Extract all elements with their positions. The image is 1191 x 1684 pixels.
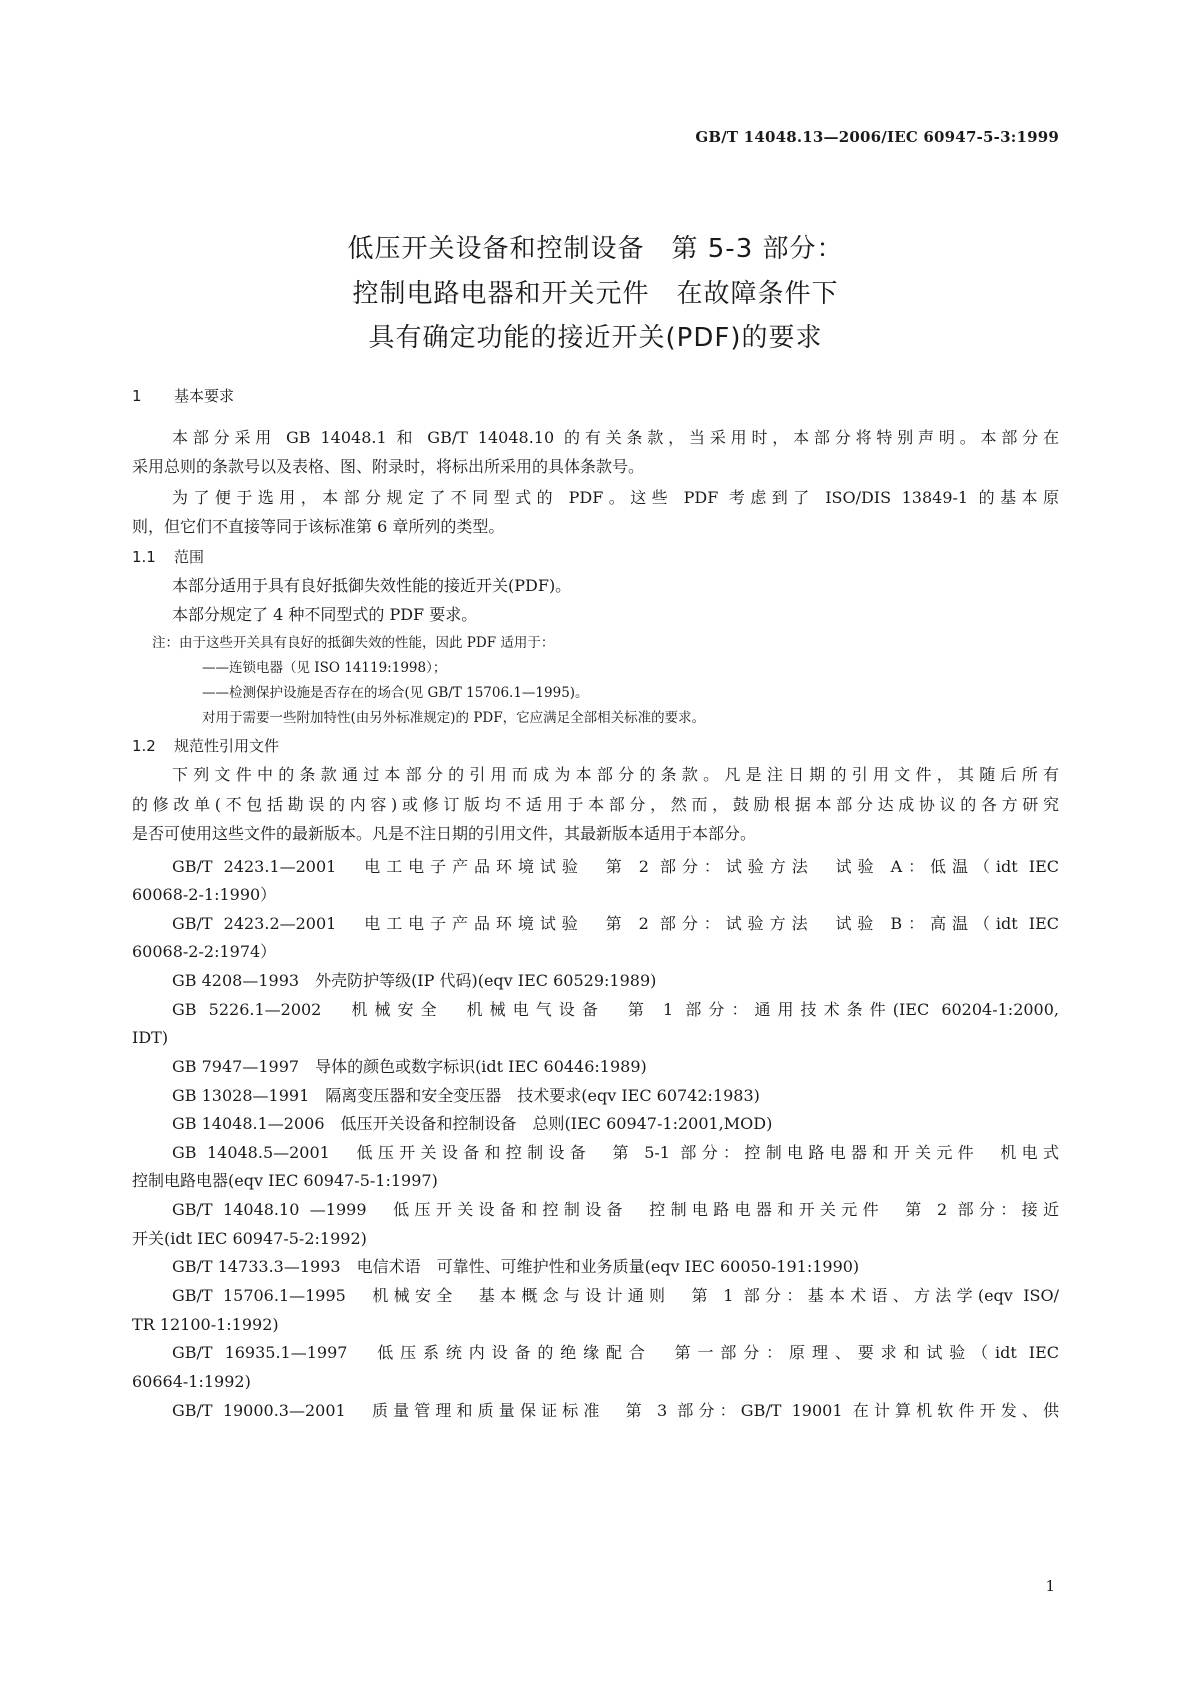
reference-line: 60068-2-2:1974） <box>132 942 277 961</box>
reference-line: GB 14048.1—2006 低压开关设备和控制设备 总则(IEC 60947-1:2001,MOD) <box>172 1114 773 1133</box>
section-heading-1-1 <box>132 547 1059 567</box>
doc-title-line-2: 控制电路电器和开关元件 在故障条件下 <box>352 279 839 309</box>
section-title: 范围 <box>174 548 205 566</box>
reference-line: GB 7947—1997 导体的颜色或数字标识(idt IEC 60446:1989) <box>172 1057 647 1076</box>
paragraph-line: 本部分采用 GB 14048.1 和 GB/T 14048.10 的有关条款，当采用时，本部分将特别声明。本部分在 <box>172 428 1059 447</box>
paragraph-line: 采用总则的条款号以及表格、图、附录时，将标出所采用的具体条款号。 <box>132 457 645 476</box>
section-number: 1 <box>132 387 142 405</box>
note-paragraph: 对用于需要一些附加特性(由另外标准规定)的 PDF，它应满足全部相关标准的要求。 <box>202 710 706 726</box>
reference-line: GB 4208—1993 外壳防护等级(IP 代码)(eqv IEC 60529:1989) <box>172 971 657 990</box>
paragraph-line: 本部分适用于具有良好抵御失效性能的接近开关(PDF)。 <box>172 576 572 595</box>
section-number: 1.2 <box>132 737 156 755</box>
reference-line: GB/T 19000.3—2001 质量管理和质量保证标准 第 3 部分：GB/T 19001 在计算机软件开发、供 <box>172 1401 1059 1420</box>
section-title: 规范性引用文件 <box>174 737 280 755</box>
reference-line: GB/T 16935.1—1997 低压系统内设备的绝缘配合 第一部分：原理、要求和试验（idt IEC <box>172 1343 1059 1362</box>
reference-line: 开关(idt IEC 60947-5-2:1992) <box>132 1229 367 1248</box>
reference-line: 控制电路电器(eqv IEC 60947-5-1:1997) <box>132 1171 438 1190</box>
reference-line: GB 14048.5—2001 低压开关设备和控制设备 第 5-1 部分：控制电路电器和开关元件 机电式 <box>172 1143 1059 1162</box>
paragraph-line: 本部分规定了 4 种不同型式的 PDF 要求。 <box>172 605 478 624</box>
note-list-item: ——检测保护设施是否存在的场合(见 GB/T 15706.1—1995)。 <box>202 685 589 701</box>
note-line: 注：由于这些开关具有良好的抵御失效的性能，因此 PDF 适用于： <box>152 635 555 651</box>
reference-line: GB/T 14048.10 —1999 低压开关设备和控制设备 控制电路电器和开关元件 第 2 部分：接近 <box>172 1200 1059 1219</box>
section-title: 基本要求 <box>174 387 235 405</box>
reference-line: 60068-2-1:1990） <box>132 885 277 904</box>
note-list-item: ——连锁电器（见 ISO 14119:1998）； <box>202 660 447 676</box>
section-heading-1-2 <box>132 736 1059 756</box>
paragraph-line: 是否可使用这些文件的最新版本。凡是不注日期的引用文件，其最新版本适用于本部分。 <box>132 824 757 843</box>
section-heading-1 <box>132 386 1059 406</box>
paragraph-line: 为了便于选用，本部分规定了不同型式的 PDF。这些 PDF 考虑到了 ISO/DIS 13849-1 的基本原 <box>172 488 1059 507</box>
page-number: 1 <box>1045 1577 1055 1595</box>
paragraph-line: 则，但它们不直接等同于该标准第 6 章所列的类型。 <box>132 517 505 536</box>
doc-title-line-1: 低压开关设备和控制设备 第 5-3 部分： <box>347 234 844 264</box>
section-number: 1.1 <box>132 548 156 566</box>
reference-line: GB 5226.1—2002 机械安全 机械电气设备 第 1 部分：通用技术条件(IEC 60204-1:2000, <box>172 1000 1059 1019</box>
reference-line: IDT) <box>132 1028 169 1047</box>
reference-line: GB/T 15706.1—1995 机械安全 基本概念与设计通则 第 1 部分：基本术语、方法学(eqv ISO/ <box>172 1286 1059 1305</box>
reference-line: GB/T 14733.3—1993 电信术语 可靠性、可维护性和业务质量(eqv IEC 60050-191:1990) <box>172 1257 860 1276</box>
paragraph-line: 下列文件中的条款通过本部分的引用而成为本部分的条款。凡是注日期的引用文件，其随后所有 <box>172 765 1059 784</box>
standard-id-header: GB/T 14048.13—2006/IEC 60947-5-3:1999 <box>695 128 1059 146</box>
reference-line: TR 12100-1:1992) <box>132 1315 279 1334</box>
doc-title-line-3: 具有确定功能的接近开关(PDF)的要求 <box>368 323 823 353</box>
reference-line: 60664-1:1992) <box>132 1372 251 1391</box>
paragraph-line: 的修改单(不包括勘误的内容)或修订版均不适用于本部分，然而，鼓励根据本部分达成协议的各方研究 <box>132 795 1059 814</box>
reference-line: GB/T 2423.2—2001 电工电子产品环境试验 第 2 部分：试验方法 试验 B：高温（idt IEC <box>172 914 1059 933</box>
reference-line: GB 13028—1991 隔离变压器和安全变压器 技术要求(eqv IEC 60742:1983) <box>172 1086 760 1105</box>
reference-line: GB/T 2423.1—2001 电工电子产品环境试验 第 2 部分：试验方法 试验 A：低温（idt IEC <box>172 857 1059 876</box>
